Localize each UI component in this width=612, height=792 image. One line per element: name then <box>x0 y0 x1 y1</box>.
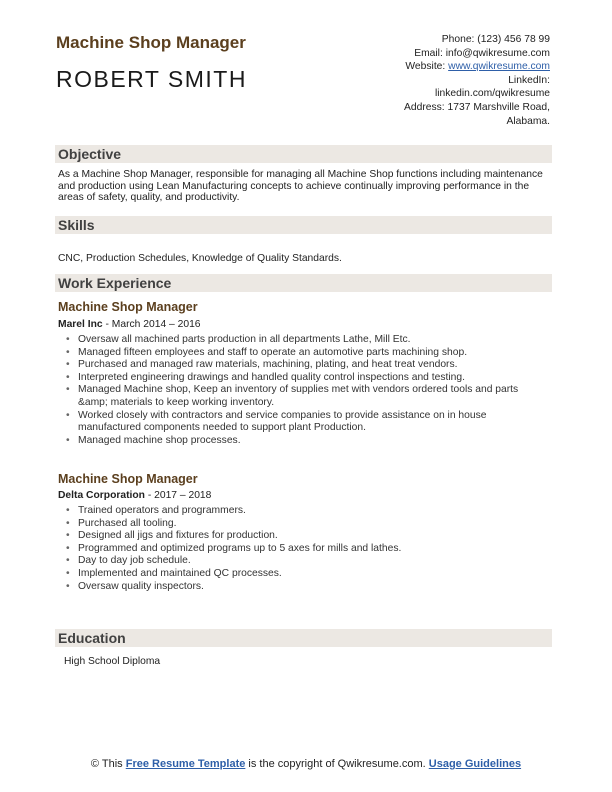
list-item: • Programmed and optimized programs up to 5 axes for mills and lathes. <box>66 543 546 556</box>
list-item: • Managed Machine shop, Keep an inventory of supplies met with vendors ordered tools and parts &amp; materials to keep working inventory. <box>66 384 546 409</box>
linkedin-label: LinkedIn: <box>508 74 550 86</box>
address-value-1: 1737 Marshville Road, <box>447 101 550 113</box>
job-2-duties <box>66 505 546 593</box>
list-item: • Purchased all tooling. <box>66 518 546 531</box>
job-2-title: Machine Shop Manager <box>58 472 198 486</box>
job-1-duties <box>66 334 546 447</box>
email-line <box>320 47 550 61</box>
skills-section-header <box>55 216 552 234</box>
linkedin-label-line <box>320 74 550 88</box>
objective-section-header <box>55 145 552 163</box>
email-label: Email: <box>414 47 443 59</box>
address-line <box>320 101 550 115</box>
candidate-name: ROBERT SMITH <box>56 66 247 92</box>
resume-header <box>56 30 556 130</box>
list-item: • Interpreted engineering drawings and handled quality control inspections and testing. <box>66 372 546 385</box>
copyright-footer <box>0 757 612 771</box>
list-item: • Managed fifteen employees and staff to operate an automotive parts machining shop. <box>66 347 546 360</box>
address-line-2 <box>320 115 550 129</box>
address-value-2: Alabama. <box>506 115 550 127</box>
education-text: High School Diploma <box>64 656 161 667</box>
experience-heading: Work Experience <box>58 275 172 291</box>
email-value: info@qwikresume.com <box>445 47 550 59</box>
job-1-title: Machine Shop Manager <box>58 300 198 314</box>
phone-label: Phone: <box>441 34 475 45</box>
job-2-company-line <box>58 490 211 501</box>
website-link[interactable]: www.qwikresume.com <box>448 61 550 73</box>
free-resume-template-link[interactable]: Free Resume Template <box>125 758 246 770</box>
footer-middle: is the copyright of Qwikresume.com. <box>245 758 429 770</box>
list-item: • Implemented and maintained QC processes. <box>66 568 546 581</box>
experience-section-header <box>55 274 552 292</box>
list-item: • Oversaw all machined parts production in all departments Lathe, Mill Etc. <box>66 334 546 347</box>
list-item: • Trained operators and programmers. <box>66 505 546 518</box>
skills-text: CNC, Production Schedules, Knowledge of Quality Standards. <box>58 253 342 264</box>
skills-heading: Skills <box>58 217 95 233</box>
linkedin-value-line <box>320 87 550 101</box>
linkedin-value: linkedin.com/qwikresume <box>434 88 550 100</box>
job-title: Machine Shop Manager <box>56 33 246 52</box>
list-item: • Worked closely with contractors and service companies to provide assistance on in house manufactured components needed to support plant Production. <box>66 410 546 435</box>
job-2-company: Delta Corporation <box>58 490 145 501</box>
job-2-dates: - 2017 – 2018 <box>144 490 212 501</box>
objective-text: As a Machine Shop Manager, responsible for managing all Machine Shop functions including maintenance and production using Lean Manufacturing concepts to achieve continually improving performance in the areas of safety, quality, and productivity. <box>58 169 543 204</box>
footer-prefix: © This <box>90 758 126 770</box>
contact-block <box>320 33 550 128</box>
education-section-header <box>55 629 552 647</box>
list-item: • Day to day job schedule. <box>66 555 546 568</box>
education-heading: Education <box>58 630 126 646</box>
usage-guidelines-link[interactable]: Usage Guidelines <box>428 758 522 770</box>
phone-value: (123) 456 78 99 <box>477 34 550 45</box>
list-item: • Purchased and managed raw materials, machining, plating, and heat treat vendors. <box>66 359 546 372</box>
phone-line <box>320 33 550 47</box>
objective-heading: Objective <box>58 146 122 162</box>
website-label: Website: <box>405 61 446 73</box>
list-item: • Managed machine shop processes. <box>66 435 546 448</box>
list-item: • Designed all jigs and fixtures for production. <box>66 530 546 543</box>
address-label: Address: <box>404 101 445 113</box>
job-1-company-line <box>58 319 201 330</box>
job-1-company: Marel Inc <box>58 319 103 330</box>
job-1-dates: - March 2014 – 2016 <box>102 319 201 330</box>
website-line <box>320 60 550 74</box>
list-item: • Oversaw quality inspectors. <box>66 581 546 594</box>
